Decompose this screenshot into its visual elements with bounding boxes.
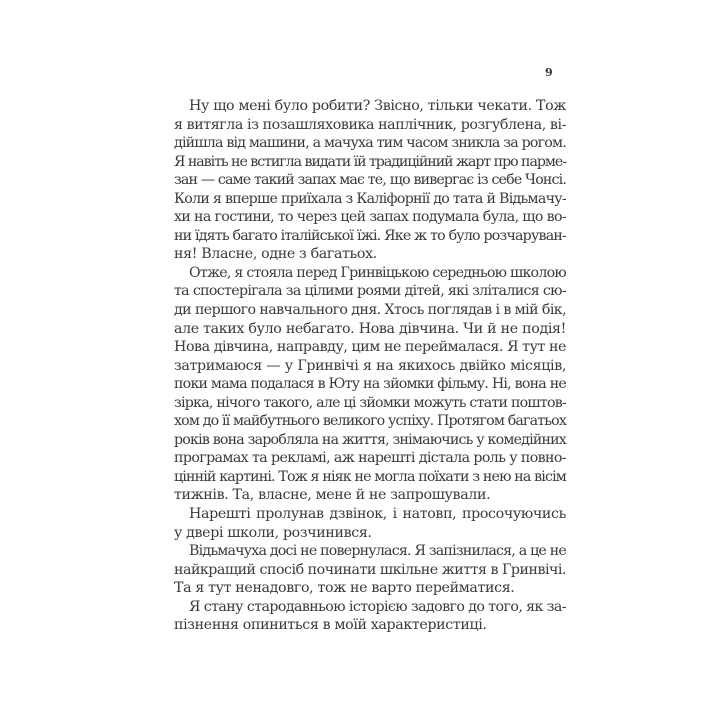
text-line: зан — саме такий запах має те, що вивергає із себе Чонсі. [174, 172, 566, 189]
text-line: пізнення опиниться в моїй характеристиці. [174, 617, 487, 634]
text-line: Нова дівчина, направду, цим не переймалася. Я тут не [174, 339, 566, 356]
text-line: Коли я вперше приїхала з Каліфорнії до тата й Відьмачу- [174, 190, 566, 207]
text-line: найкращий спосіб починати шкільне життя в Гринвічі. [174, 561, 566, 578]
text-line: я витягла із позашляховика наплічник, розгублена, ві- [174, 116, 566, 133]
text-line: та спостерігала за цілими роями дітей, які зліталися сю- [174, 283, 566, 300]
text-line: у двері школи, розчинився. [174, 524, 372, 541]
text-line: Та я тут ненадовго, тож не варто перейматися. [174, 580, 515, 597]
text-line: хи на гостини, то через цей запах подумала була, що во- [174, 209, 566, 226]
text-line: років вона заробляла на життя, знімаючись у комедійних [174, 431, 566, 448]
text-line: тижнів. Та, власне, мене й не запрошували. [174, 487, 491, 504]
text-line: ня! Власне, одне з багатьох. [174, 246, 377, 263]
text-line: дійшла від машини, а мачуха тим часом зникла за рогом. [174, 135, 566, 152]
text-line: ни їдять багато італійської їжі. Яке ж то було розчаруван- [174, 227, 566, 244]
text-line: Ну що мені було робити? Звісно, тільки чекати. Тож [189, 98, 566, 114]
text-line: хом до її майбутнього великого успіху. Протягом багатьох [174, 413, 566, 430]
text-line: але таких було небагато. Нова дівчина. Чи й не подія! [174, 320, 566, 337]
text-line: Я стану стародавньою історією задовго до того, як за- [189, 598, 566, 615]
page-number: 9 [545, 66, 553, 79]
body-text [174, 97, 566, 635]
text-line: цінній картині. Тож я ніяк не могла поїхати з нею на вісім [174, 468, 566, 485]
text-line: Нарешті пролунав дзвінок, і натовп, просочуючись [189, 506, 566, 523]
text-line: Відьмачуха досі не повернулася. Я запізнилася, а це не [189, 543, 566, 560]
text-line: ди першого навчального дня. Хтось поглядав і в мій бік, [174, 302, 566, 319]
text-line: зірка, нічого такого, але ці зйомки можуть стати поштов- [174, 394, 566, 411]
text-line: програмах та рекламі, аж нарешті дістала роль у повно- [174, 450, 566, 467]
text-line: затримаюся — у Гринвічі я на якихось двійко місяців, [174, 357, 566, 374]
text-line: Я навіть не встигла видати їй традиційний жарт про парме- [174, 153, 566, 170]
text-line: поки мама подалася в Юту на зйомки фільму. Ні, вона не [174, 376, 566, 393]
text-line: Отже, я стояла перед Гринвіцькою середньою школою [189, 264, 566, 281]
